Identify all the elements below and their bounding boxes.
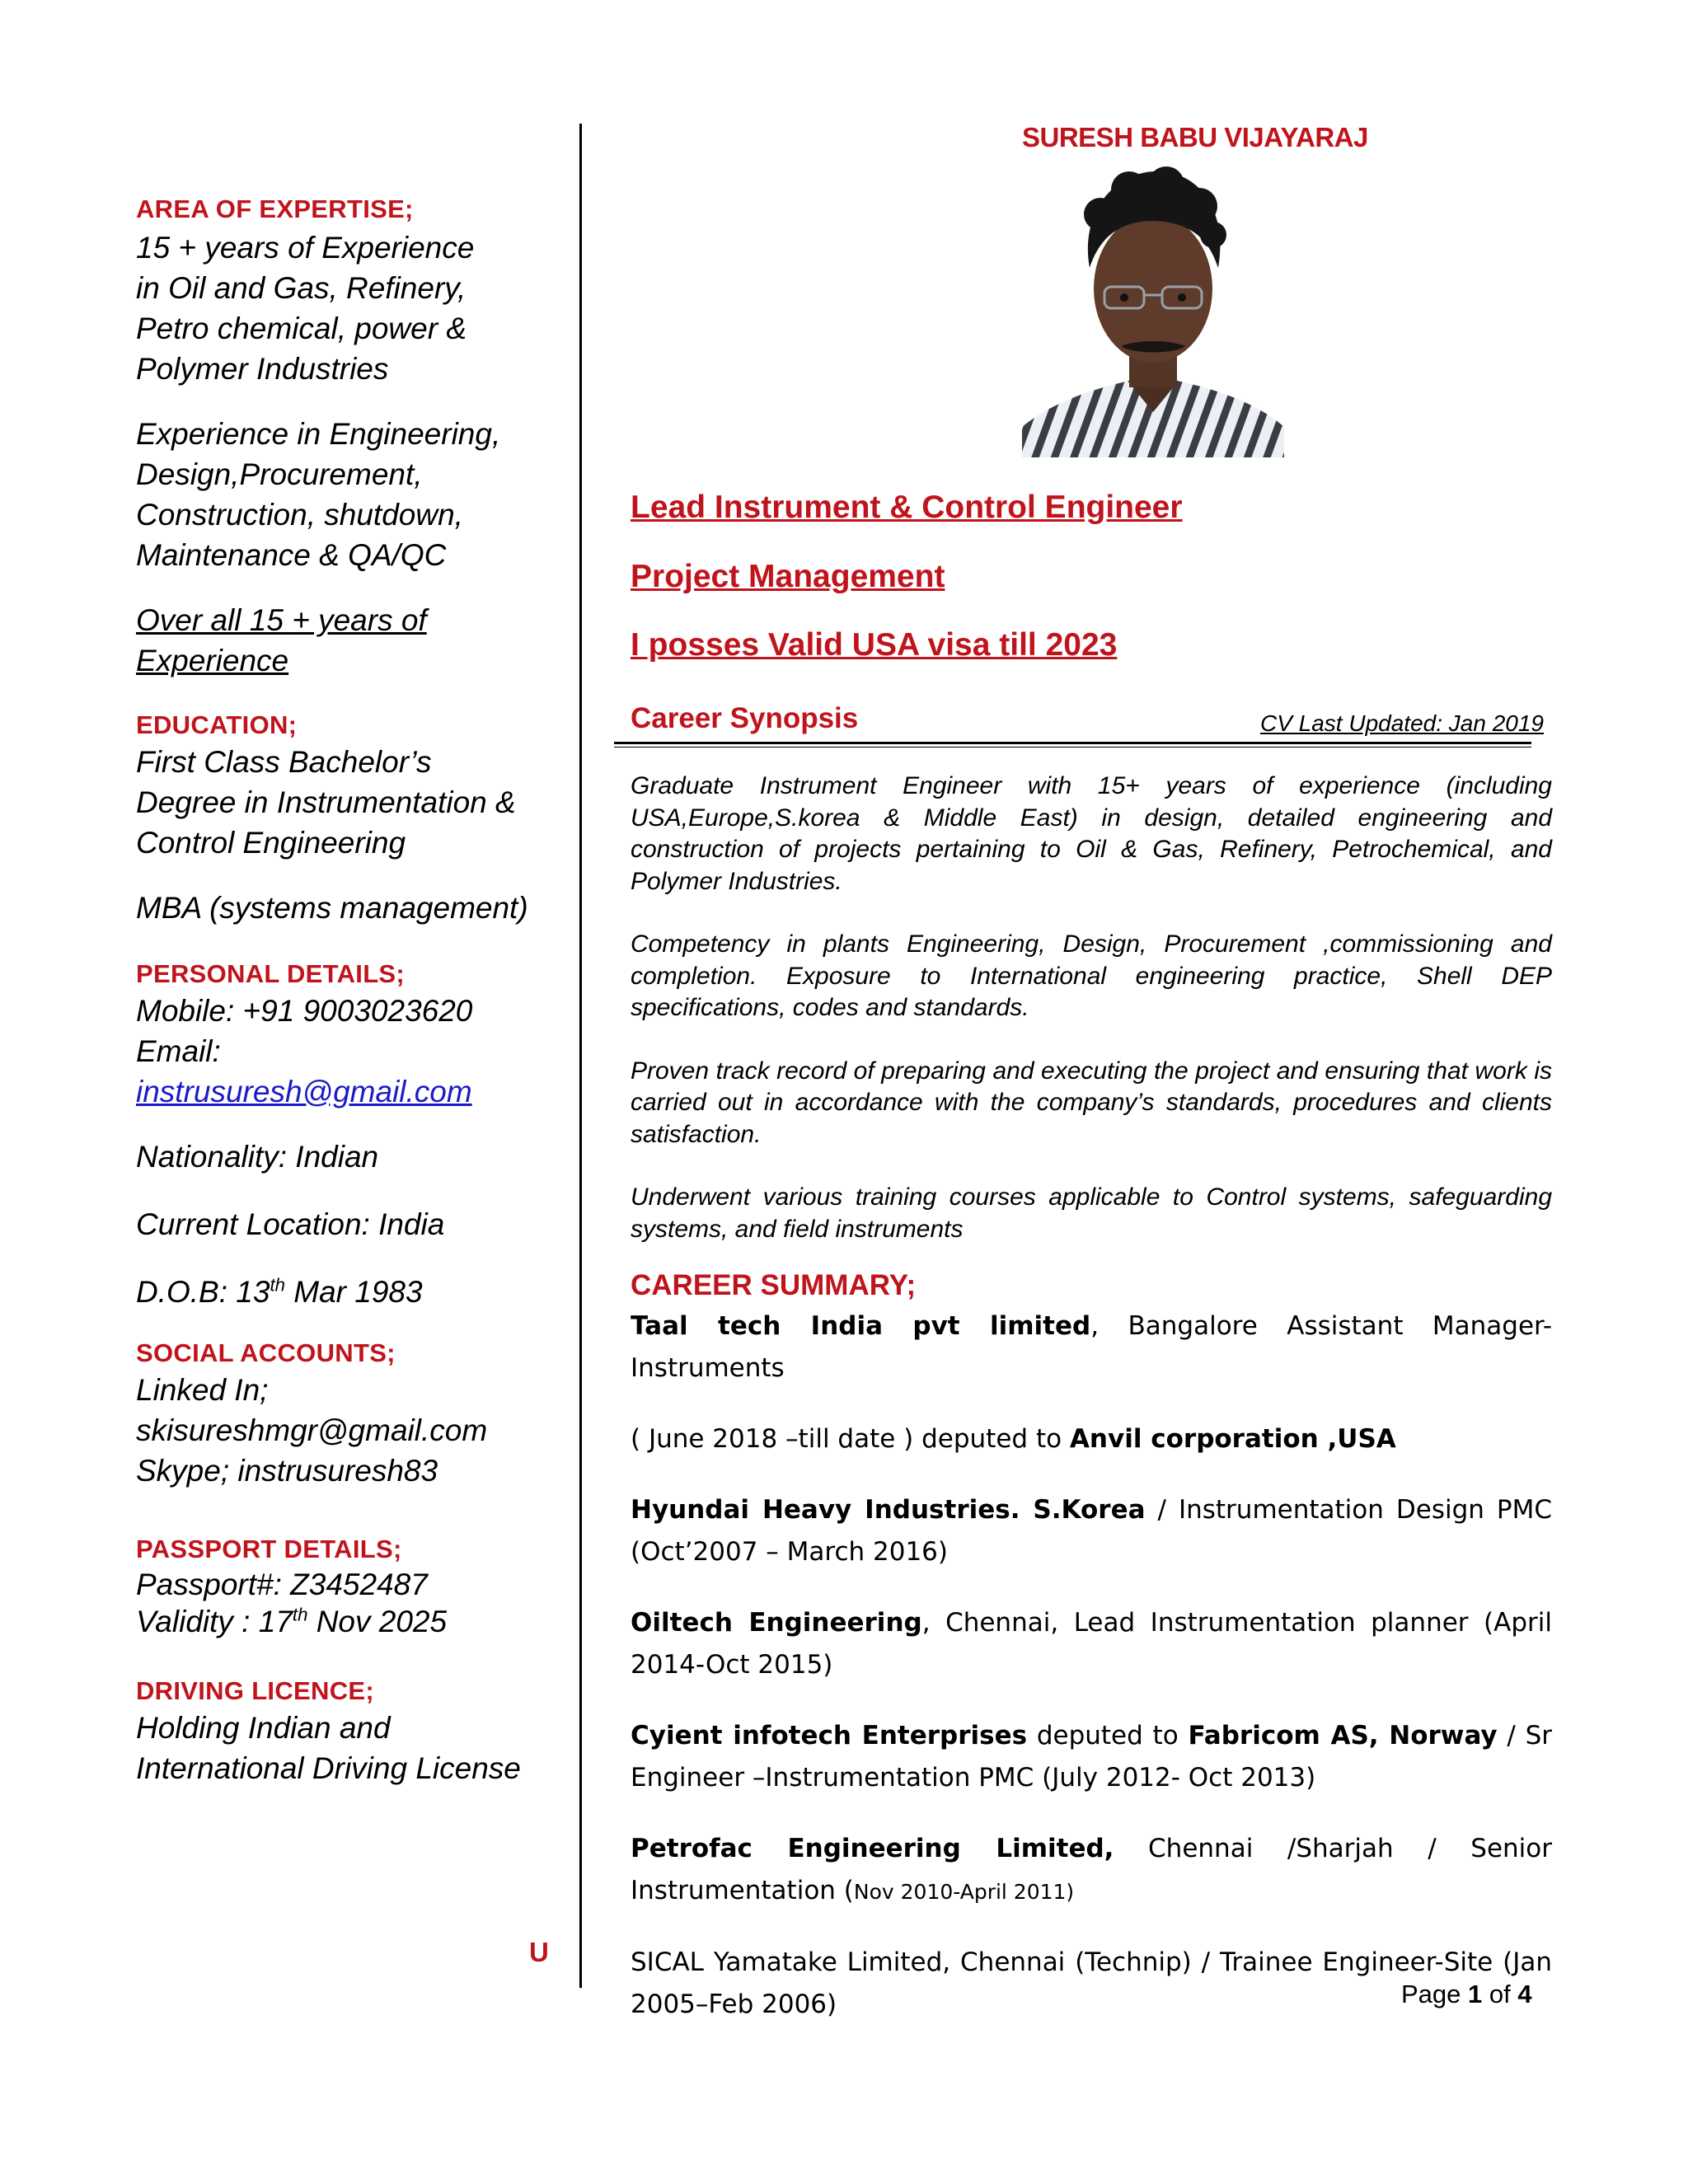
mobile-text: Mobile: +91 9003023620 bbox=[136, 994, 473, 1028]
expertise-line: 15 + years of Experience bbox=[136, 231, 475, 265]
profile-photo bbox=[1022, 165, 1284, 457]
education-mba: MBA (systems management) bbox=[136, 891, 528, 925]
role-title: Lead Instrument & Control Engineer bbox=[631, 490, 1183, 525]
passport-title: PASSPORT DETAILS; bbox=[136, 1535, 402, 1563]
roles-section bbox=[631, 490, 1552, 663]
synopsis-paragraph: Proven track record of preparing and executing the project and ensuring that work is carried out in accordance with the company’s standards, procedures and clients satisfaction. bbox=[631, 1057, 1552, 1148]
passport-validity: Validity : 17th Nov 2025 bbox=[136, 1604, 448, 1638]
expertise-block-1 bbox=[136, 227, 581, 389]
education-title: EDUCATION; bbox=[136, 710, 298, 739]
synopsis-body bbox=[631, 771, 1552, 1277]
personal-section bbox=[136, 959, 581, 1312]
education-line: Control Engineering bbox=[136, 826, 406, 860]
social-block bbox=[136, 1370, 581, 1491]
synopsis-rule bbox=[614, 742, 1531, 744]
synopsis-header bbox=[631, 702, 1552, 735]
synopsis-paragraph: Graduate Instrument Engineer with 15+ years of experience (including USA,Europe,S.korea & Middle East) in design, detailed engineering and construction of projects pertaining to Oil & Gas, Refinery, Petrochemical, and Polymer Industries. bbox=[631, 772, 1552, 895]
passport-number: Passport#: Z3452487 bbox=[136, 1568, 428, 1601]
expertise-section bbox=[136, 194, 581, 681]
expertise-line: Construction, shutdown, bbox=[136, 498, 463, 532]
linkedin-value: skisureshmgr@gmail.com bbox=[136, 1413, 488, 1447]
linkedin-label: Linked In; bbox=[136, 1373, 269, 1407]
role-title: Project Management bbox=[631, 559, 945, 594]
expertise-block-2 bbox=[136, 414, 581, 575]
dob-text: D.O.B: 13th Mar 1983 bbox=[136, 1274, 423, 1309]
stray-mark: U bbox=[529, 1937, 549, 1967]
skype-text: Skype; instrusuresh83 bbox=[136, 1454, 438, 1488]
career-entry: SICAL Yamatake Limited, Chennai (Technip) / Trainee Engineer-Site (Jan 2005–Feb 2006) bbox=[631, 1947, 1552, 2019]
expertise-line: Petro chemical, power & bbox=[136, 312, 467, 345]
social-section bbox=[136, 1338, 581, 1491]
personal-block bbox=[136, 991, 581, 1312]
personal-title: PERSONAL DETAILS; bbox=[136, 959, 406, 988]
expertise-line: Over all 15 + years of bbox=[136, 603, 427, 637]
role-title: I posses Valid USA visa till 2023 bbox=[631, 627, 1118, 663]
expertise-title: AREA OF EXPERTISE; bbox=[136, 194, 414, 223]
nationality-text: Nationality: Indian bbox=[136, 1140, 379, 1174]
expertise-line: Experience in Engineering, bbox=[136, 417, 501, 451]
career-entry: Hyundai Heavy Industries. S.Korea / Instrumentation Design PMC (Oct’2007 – March 2016) bbox=[631, 1495, 1552, 1567]
career-list bbox=[631, 1305, 1552, 2055]
synopsis-title: Career Synopsis bbox=[631, 702, 859, 734]
expertise-line: Experience bbox=[136, 644, 289, 677]
synopsis-paragraph: Underwent various training courses applicable to Control systems, safeguarding systems, and field instruments bbox=[631, 1183, 1552, 1243]
location-text: Current Location: India bbox=[136, 1207, 445, 1241]
career-entry: Oiltech Engineering, Chennai, Lead Instrumentation planner (April 2014-Oct 2015) bbox=[631, 1608, 1552, 1680]
expertise-block-3 bbox=[136, 600, 581, 681]
page-number: Page 1 of 4 bbox=[1401, 1980, 1532, 2008]
expertise-line: Maintenance & QA/QC bbox=[136, 538, 447, 572]
social-title: SOCIAL ACCOUNTS; bbox=[136, 1338, 396, 1367]
driving-line: Holding Indian and bbox=[136, 1711, 391, 1745]
driving-block bbox=[136, 1708, 581, 1788]
cv-updated: CV Last Updated: Jan 2019 bbox=[1259, 710, 1544, 736]
expertise-line: Polymer Industries bbox=[136, 352, 389, 386]
passport-block bbox=[136, 1566, 581, 1640]
education-line: First Class Bachelor’s bbox=[136, 745, 432, 779]
career-entry: Cyient infotech Enterprises deputed to Fabricom AS, Norway / Sr Engineer –Instrumentation PMC (July 2012- Oct 2013) bbox=[631, 1721, 1552, 1793]
expertise-line: Design,Procurement, bbox=[136, 457, 423, 491]
career-entry: ( June 2018 –till date ) deputed to Anvil corporation ,USA bbox=[631, 1424, 1396, 1454]
expertise-line: in Oil and Gas, Refinery, bbox=[136, 271, 467, 305]
career-entry: Taal tech India pvt limited, Bangalore Assistant Manager-Instruments bbox=[631, 1311, 1552, 1383]
synopsis-paragraph: Competency in plants Engineering, Design, Procurement ,commissioning and completion. Exposure to International engineering practice, Shell DEP specifications, codes and standards. bbox=[631, 930, 1552, 1021]
synopsis-rule-thin bbox=[614, 747, 1531, 748]
career-title: CAREER SUMMARY; bbox=[631, 1269, 917, 1301]
email-label: Email: bbox=[136, 1034, 221, 1068]
candidate-name: SURESH BABU VIJAYARAJ bbox=[1022, 122, 1368, 152]
passport-section bbox=[136, 1535, 581, 1640]
education-line: Degree in Instrumentation & bbox=[136, 785, 516, 819]
education-block bbox=[136, 742, 581, 863]
driving-title: DRIVING LICENCE; bbox=[136, 1676, 374, 1705]
career-entry: Petrofac Engineering Limited, Chennai /Sharjah / Senior Instrumentation (Nov 2010-April 2011) bbox=[631, 1834, 1552, 1905]
education-section bbox=[136, 710, 581, 928]
driving-section bbox=[136, 1676, 581, 1788]
driving-line: International Driving License bbox=[136, 1751, 521, 1785]
portrait-image bbox=[1022, 165, 1284, 457]
email-link[interactable]: instrusuresh@gmail.com bbox=[136, 1075, 472, 1108]
